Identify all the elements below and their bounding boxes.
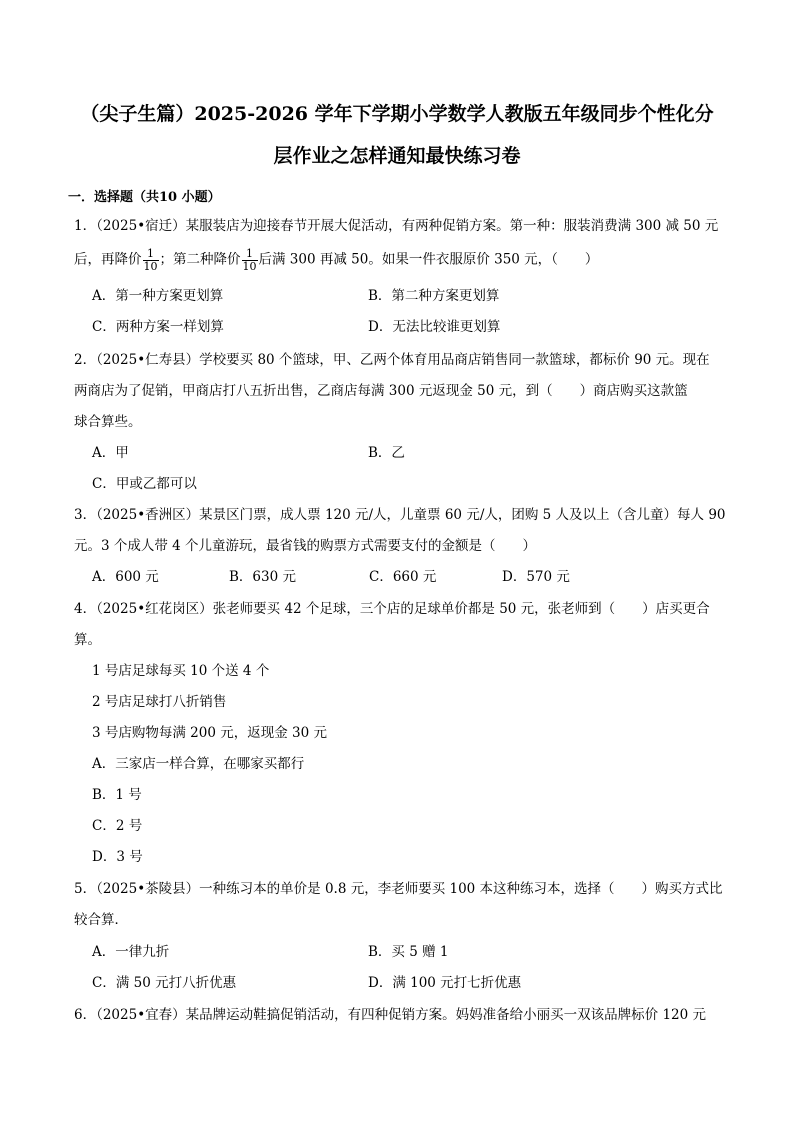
q2-stem-line-2: 两商店为了促销，甲商店打八五折出售，乙商店每满 300 元返现金 50 元，到（ ）商店购买这款篮 — [74, 383, 688, 399]
q1-text-b: ；第二种降价 — [159, 251, 241, 268]
fraction-one-tenth — [242, 248, 258, 272]
fraction-numerator: 1 — [242, 248, 258, 261]
q1-option-a: A．第一种方案更划算 — [92, 288, 224, 304]
q4-option-a: A．三家店一样合算，在哪家买都行 — [92, 756, 305, 772]
page-title-line-1: （尖子生篇）2025-2026 学年下学期小学数学人教版五年级同步个性化分 — [80, 103, 714, 125]
fraction-numerator: 1 — [143, 248, 159, 261]
q3-option-c: C．660 元 — [369, 569, 437, 585]
q1-option-d: D．无法比较谁更划算 — [368, 319, 501, 335]
fraction-denominator: 10 — [143, 259, 158, 273]
q3-option-b: B．630 元 — [229, 569, 296, 585]
q2-option-b: B．乙 — [368, 445, 405, 461]
q4-stem-line-1: 4．（2025•红花岗区）张老师要买 42 个足球，三个店的足球单价都是 50 元，张老师到（ ）店买更合 — [74, 601, 710, 617]
q4-option-c: C．2 号 — [92, 818, 143, 834]
q2-stem-line-3: 球合算些。 — [74, 414, 142, 430]
q5-option-b: B．买 5 赠 1 — [368, 944, 449, 960]
q2-stem-line-1: 2．（2025•仁寿县）学校要买 80 个篮球，甲、乙两个体育用品商店销售同一款篮球，都标价 90 元。现在 — [74, 352, 710, 368]
q4-option-b: B．1 号 — [92, 787, 142, 803]
q1-stem-line-2 — [74, 248, 598, 272]
section-heading: 一．选择题（共10 小题） — [68, 190, 221, 205]
q4-info-store-3: 3 号店购物每满 200 元，返现金 30 元 — [92, 725, 327, 741]
q3-stem-line-1: 3．（2025•香洲区）某景区门票，成人票 120 元/人，儿童票 60 元/人，团购 5 人及以上（含儿童）每人 90 — [74, 507, 726, 523]
q1-stem-line-1: 1．（2025•宿迁）某服装店为迎接春节开展大促活动，有两种促销方案。第一种：服装消费满 300 减 50 元 — [74, 218, 719, 234]
q5-option-a: A．一律九折 — [92, 944, 170, 960]
q5-stem-line-1: 5．（2025•茶陵县）一种练习本的单价是 0.8 元，李老师要买 100 本这种练习本，选择（ ）购买方式比 — [74, 881, 723, 897]
q5-stem-line-2: 较合算． — [74, 912, 128, 928]
q4-option-d: D．3 号 — [92, 849, 143, 865]
q3-option-d: D．570 元 — [502, 569, 570, 585]
q2-option-c: C．甲或乙都可以 — [92, 476, 197, 492]
q1-text-c: 后满 300 再减 50。如果一件衣服原价 350 元，（ ） — [258, 251, 599, 268]
fraction-denominator: 10 — [242, 259, 257, 273]
fraction-one-tenth — [143, 248, 159, 272]
q4-info-store-2: 2 号店足球打八折销售 — [92, 694, 227, 710]
page-title-line-2: 层作业之怎样通知最快练习卷 — [273, 145, 521, 167]
q5-option-c: C．满 50 元打八折优惠 — [92, 975, 237, 991]
q5-option-d: D．满 100 元打七折优惠 — [368, 975, 522, 991]
q3-option-a: A．600 元 — [92, 569, 159, 585]
q3-stem-line-2: 元。3 个成人带 4 个儿童游玩，最省钱的购票方式需要支付的金额是（ ） — [74, 538, 537, 554]
q1-option-c: C．两种方案一样划算 — [92, 319, 224, 335]
q4-info-store-1: 1 号店足球每买 10 个送 4 个 — [92, 663, 270, 679]
q4-stem-line-2: 算。 — [74, 632, 101, 648]
q6-stem-line-1: 6．（2025•宜春）某品牌运动鞋搞促销活动，有四种促销方案。妈妈准备给小丽买一双该品牌标价 120 元 — [74, 1007, 707, 1023]
q1-option-b: B．第二种方案更划算 — [368, 288, 500, 304]
q2-option-a: A．甲 — [92, 445, 129, 461]
q1-text-a: 后，再降价 — [74, 251, 142, 268]
